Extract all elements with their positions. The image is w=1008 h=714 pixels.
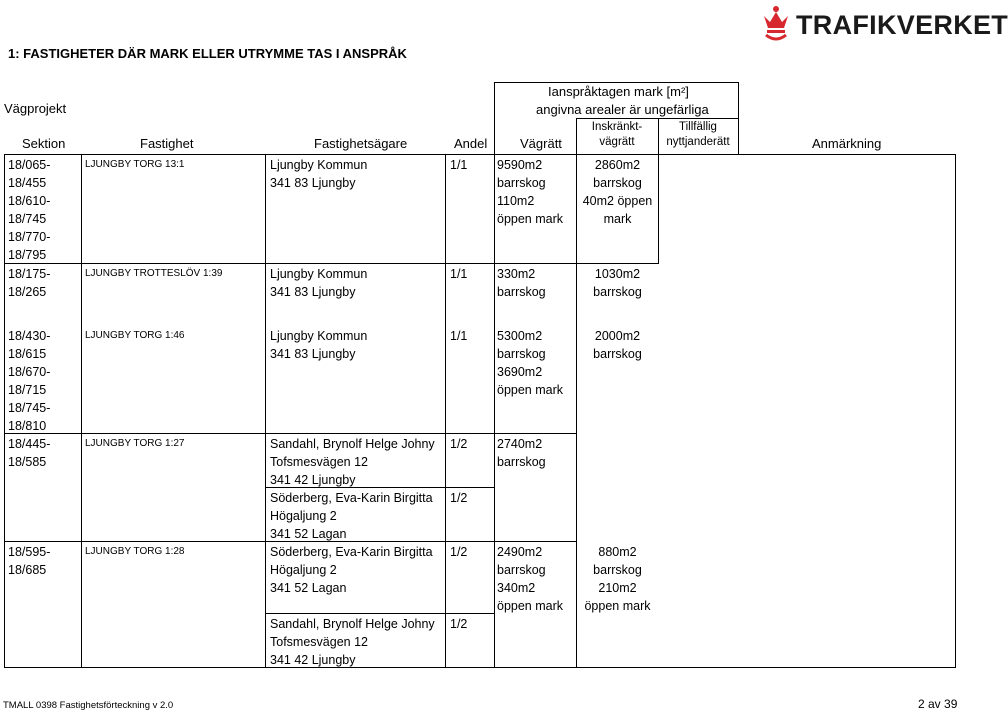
cell-andel: 1/1: [450, 158, 468, 172]
header-inskrankt: [576, 120, 658, 150]
header-tillfallig: [658, 120, 738, 150]
cell-andel: 1/1: [450, 329, 468, 343]
cell-agare: Söderberg, Eva-Karin Birgitta Högaljung 2 341 52 Lagan: [270, 491, 433, 541]
header-tillfallig-line2: nyttjanderätt: [666, 136, 730, 148]
cell-agare: Sandahl, Brynolf Helge Johny Tofsmesvägen 12 341 42 Ljungby: [270, 617, 435, 667]
header-vagratt: Vägrätt: [520, 136, 562, 151]
header-fastighet: Fastighet: [140, 136, 194, 151]
cell-agare: Ljungby Kommun 341 83 Ljungby: [270, 329, 368, 361]
cell-fastighet: LJUNGBY TROTTESLÖV 1:39: [85, 268, 223, 279]
header-andel: Andel: [454, 136, 488, 151]
header-fastighetsagare: Fastighetsägare: [314, 136, 408, 151]
cell-fastighet: LJUNGBY TORG 1:27: [85, 438, 185, 449]
header-sektion: Sektion: [22, 136, 66, 151]
cell-vagratt: 9590m2 barrskog 110m2 öppen mark: [497, 158, 564, 226]
footer-template: TMALL 0398 Fastighetsförteckning v 2.0: [3, 700, 174, 711]
cell-inskrankt: 2860m2 barrskog 40m2 öppen mark: [582, 158, 653, 226]
cell-fastighet: LJUNGBY TORG 1:46: [85, 330, 185, 341]
cell-andel: 1/2: [450, 545, 468, 559]
cell-fastighet: LJUNGBY TORG 1:28: [85, 546, 185, 557]
cell-vagratt: 5300m2 barrskog 3690m2 öppen mark: [497, 329, 564, 397]
header-ianspraktagen: Ianspråktagen mark [m²]: [548, 84, 689, 99]
header-arealer: angivna arealer är ungefärliga: [536, 102, 709, 117]
cell-andel: 1/2: [450, 491, 468, 505]
header-inskrankt-line2: vägrätt: [599, 136, 635, 148]
header-vagprojekt: Vägprojekt: [4, 101, 67, 116]
header-inskrankt-line1: Inskränkt-: [591, 121, 643, 133]
cell-vagratt: 2740m2 barrskog: [497, 437, 546, 469]
cell-sektion: 18/065- 18/455 18/610- 18/745 18/770- 18/795: [8, 158, 51, 262]
cell-agare: Ljungby Kommun 341 83 Ljungby: [270, 267, 368, 299]
cell-agare: Ljungby Kommun 341 83 Ljungby: [270, 158, 368, 190]
cell-vagratt: 2490m2 barrskog 340m2 öppen mark: [497, 545, 564, 613]
cell-andel: 1/2: [450, 617, 468, 631]
cell-sektion: 18/595- 18/685: [8, 545, 51, 577]
cell-sektion: 18/175- 18/265: [8, 267, 51, 299]
cell-fastighet: LJUNGBY TORG 13:1: [85, 159, 185, 170]
cell-sektion: 18/445- 18/585: [8, 437, 51, 469]
cell-vagratt: 330m2 barrskog: [497, 267, 546, 299]
logo-text: TRAFIKVERKET: [796, 10, 1008, 40]
cell-inskrankt: 880m2 barrskog 210m2 öppen mark: [584, 545, 651, 613]
cell-agare: Söderberg, Eva-Karin Birgitta Högaljung 2 341 52 Lagan: [270, 545, 433, 595]
header-anmarkning: Anmärkning: [812, 136, 882, 151]
page-number: 2 av 39: [918, 697, 958, 711]
cell-inskrankt: 1030m2 barrskog: [593, 267, 642, 299]
crown-icon: [760, 4, 792, 44]
cell-andel: 1/2: [450, 437, 468, 451]
cell-andel: 1/1: [450, 267, 468, 281]
page-title: 1: FASTIGHETER DÄR MARK ELLER UTRYMME TAS I ANSPRÅK: [8, 46, 407, 61]
cell-agare: Sandahl, Brynolf Helge Johny Tofsmesvägen 12 341 42 Ljungby: [270, 437, 435, 487]
cell-inskrankt: 2000m2 barrskog: [593, 329, 642, 361]
header-tillfallig-line1: Tillfällig: [679, 121, 717, 133]
cell-sektion: 18/430- 18/615 18/670- 18/715 18/745- 18/810: [8, 329, 51, 433]
